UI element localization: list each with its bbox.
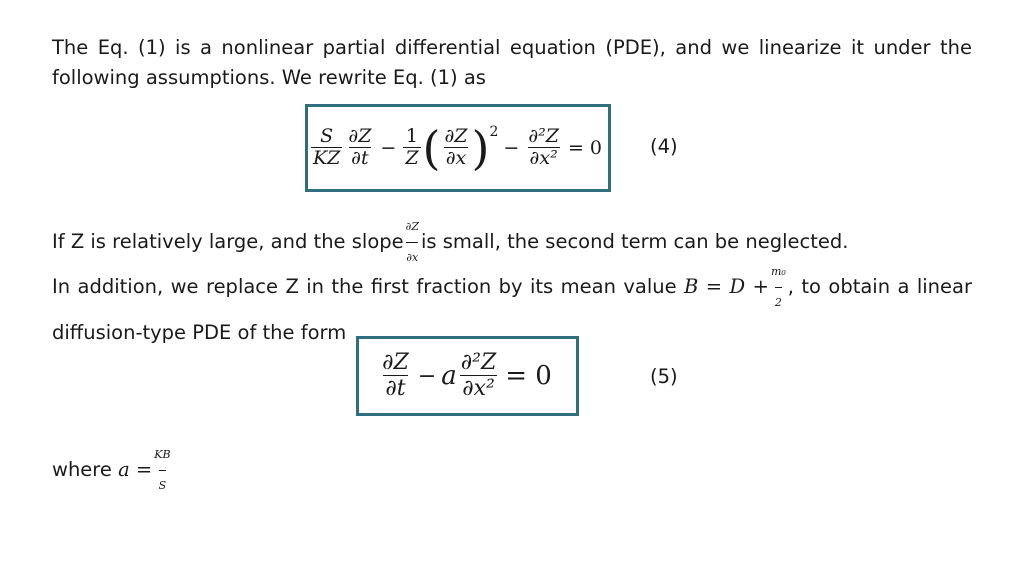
eq4-fraction-d2z-dx2: $\frac{\text{∂²Z}}{\text{∂x²}}$ bbox=[528, 125, 559, 170]
equation-5-box bbox=[356, 336, 579, 416]
eq5-fraction-dz-dt: $\frac{\partial Z}{\partial t}$ bbox=[382, 349, 409, 401]
where-math: a = bbox=[118, 458, 153, 481]
mean-value-fraction: $\frac{\text{m₀}}{2}$ bbox=[771, 257, 786, 318]
eq4-fraction-dz-dx: $\frac{\partial Z}{\partial x}$ bbox=[444, 125, 468, 170]
eq4-left-paren: ( bbox=[422, 121, 441, 175]
eq4-minus-2: − bbox=[503, 137, 520, 159]
eq4-exponent: 2 bbox=[489, 124, 499, 140]
eq4-fraction-s-kz: $\frac{S}{KZ}$ bbox=[312, 125, 341, 170]
where-paragraph: where a = $\frac{KB}{S}$ bbox=[52, 440, 972, 501]
equation-4-box bbox=[305, 104, 611, 192]
eq4-fraction-dz-dt: $\frac{\partial Z}{\partial t}$ bbox=[348, 125, 372, 170]
eq4-right-paren: ) bbox=[471, 121, 490, 175]
mean-value-math: B = D + bbox=[684, 275, 769, 298]
eq5-rhs: = 0 bbox=[505, 361, 552, 391]
slope-fraction: $\frac{\partial Z}{\partial x}$ bbox=[406, 212, 419, 273]
slope-paragraph: If Z is relatively large, and the slope $\frac{\partial Z}{\partial x}$ is small, the second term can be neglected. bbox=[52, 212, 972, 273]
where-fraction: $\frac{KB}{S}$ bbox=[154, 440, 170, 501]
eq4-rhs: = 0 bbox=[567, 137, 603, 159]
intro-paragraph: The Eq. (1) is a nonlinear partial differential equation (PDE), and we linearize it under the following assumptions. We rewrite Eq. (1) as bbox=[52, 36, 972, 89]
mean-value-paragraph: In addition, we replace Z in the first fraction by its mean value B = D + $\frac{\text{m₀}}{2}$ , to obtain a linear diffusion-type PDE of the form bbox=[52, 257, 972, 348]
eq4-minus: − bbox=[380, 137, 397, 159]
eq4-fraction-1-z: $\frac{1}{Z}$ bbox=[405, 125, 419, 170]
eq5-coefficient: a bbox=[441, 361, 457, 391]
equation-4-label: (4) bbox=[650, 135, 678, 158]
eq5-fraction-d2z-dx2: $\frac{\text{∂²Z}}{\text{∂x²}}$ bbox=[460, 349, 497, 401]
eq5-minus: − bbox=[417, 363, 437, 389]
equation-5-label: (5) bbox=[650, 365, 678, 388]
